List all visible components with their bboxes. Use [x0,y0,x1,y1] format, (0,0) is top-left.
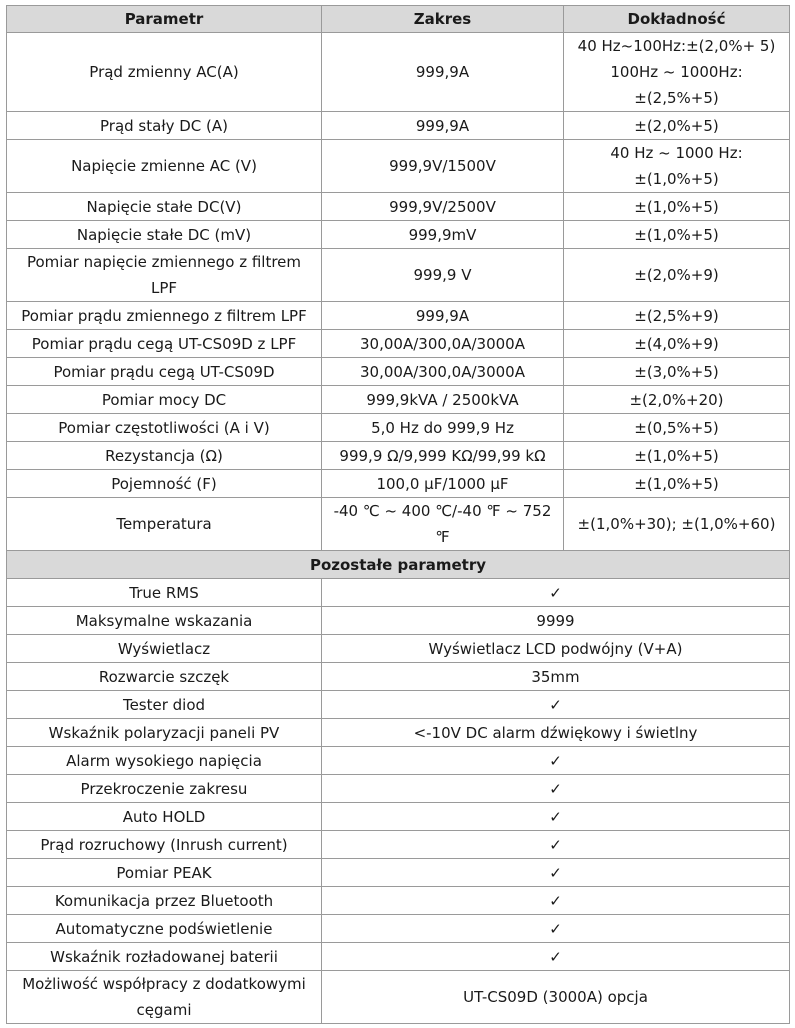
parameter-cell: Pomiar prądu cegą UT-CS09D z LPF [7,330,322,358]
range-cell: 999,9 V [322,249,564,302]
accuracy-cell [564,112,790,140]
cell-line: Pomiar napięcie zmiennego z filtrem [26,253,302,271]
table-row [7,358,790,386]
cell-line: ±(1,0%+5) [634,446,719,465]
other-parameters [7,551,790,1024]
cell-line: ±(1,0%+5) [634,474,719,493]
parameter-cell [7,971,322,1024]
table-row [7,442,790,470]
parameter-cell: Pomiar PEAK [7,859,322,887]
parameter-cell: True RMS [7,579,322,607]
value-cell: Wyświetlacz LCD podwójny (V+A) [322,635,790,663]
cell-line: ±(1,0%+5) [634,225,719,244]
section-header-row [7,551,790,579]
accuracy-cell [564,193,790,221]
cell-line: ±(1,0%+5) [634,170,719,188]
table-row [7,803,790,831]
cell-line: LPF [150,279,178,297]
header-dokladnosc: Dokładność [564,6,790,33]
range-cell: 999,9 Ω/9,999 KΩ/99,99 kΩ [322,442,564,470]
header-row [7,6,790,33]
header-parametr: Parametr [7,6,322,33]
table-row [7,915,790,943]
accuracy-cell [564,470,790,498]
accuracy-cell [564,330,790,358]
checkmark-icon: ✓ [322,691,790,719]
parameter-cell: Pojemność (F) [7,470,322,498]
value-cell: 9999 [322,607,790,635]
parameter-cell: Prąd zmienny AC(A) [7,33,322,112]
accuracy-cell [564,414,790,442]
parameter-cell: Pomiar prądu zmiennego z filtrem LPF [7,302,322,330]
checkmark-icon: ✓ [322,803,790,831]
accuracy-cell [564,33,790,112]
range-cell: 999,9A [322,302,564,330]
table-row [7,498,790,551]
parameter-cell: Prąd rozruchowy (Inrush current) [7,831,322,859]
table-row [7,607,790,635]
cell-line: Możliwość współpracy z dodatkowymi [22,975,306,993]
cell-line: 40 Hz~100Hz:±(2,0%+ 5) [577,37,776,55]
range-cell: 100,0 μF/1000 μF [322,470,564,498]
table-row [7,249,790,302]
parameter-cell: Maksymalne wskazania [7,607,322,635]
range-cell: 999,9A [322,33,564,112]
parameter-cell: Temperatura [7,498,322,551]
table-row [7,579,790,607]
accuracy-cell [564,442,790,470]
cell-line: ±(2,5%+5) [634,89,719,107]
parameter-cell: Wskaźnik polaryzacji paneli PV [7,719,322,747]
parameter-cell: Przekroczenie zakresu [7,775,322,803]
cell-line: ±(2,5%+9) [634,306,719,325]
cell-line: ±(2,0%+9) [634,266,719,284]
range-cell: 999,9mV [322,221,564,249]
accuracy-cell [564,358,790,386]
table-row [7,112,790,140]
checkmark-icon: ✓ [322,915,790,943]
cell-line: -40 ℃ ~ 400 ℃/-40 ℉ ~ 752 [333,502,552,520]
parameter-cell: Napięcie stałe DC (mV) [7,221,322,249]
accuracy-cell [564,249,790,302]
parameter-cell: Alarm wysokiego napięcia [7,747,322,775]
table-row [7,943,790,971]
table-row [7,386,790,414]
cell-line: 40 Hz ~ 1000 Hz: [610,144,743,162]
accuracy-cell [564,386,790,414]
parameter-cell: Wyświetlacz [7,635,322,663]
table-row [7,635,790,663]
cell-line: ±(0,5%+5) [634,418,719,437]
table-row [7,193,790,221]
parameter-cell: Napięcie zmienne AC (V) [7,140,322,193]
table-row [7,33,790,112]
cell-line: cęgami [136,1001,192,1019]
cell-line: ±(3,0%+5) [634,362,719,381]
range-cell: 999,9V/2500V [322,193,564,221]
table-row [7,887,790,915]
value-cell: 35mm [322,663,790,691]
cell-line: ±(2,0%+5) [634,116,719,135]
parameter-cell: Komunikacja przez Bluetooth [7,887,322,915]
range-cell: 5,0 Hz do 999,9 Hz [322,414,564,442]
table-row [7,719,790,747]
parameter-cell: Prąd stały DC (A) [7,112,322,140]
cell-line: ±(2,0%+20) [629,390,724,409]
parameter-cell: Automatyczne podświetlenie [7,915,322,943]
checkmark-icon: ✓ [322,887,790,915]
table-row [7,302,790,330]
checkmark-icon: ✓ [322,747,790,775]
parameter-cell: Tester diod [7,691,322,719]
table-row [7,859,790,887]
section-title: Pozostałe parametry [7,551,790,579]
cell-line: ℉ [435,528,450,546]
value-cell: <-10V DC alarm dźwiękowy i świetlny [322,719,790,747]
range-cell: 999,9V/1500V [322,140,564,193]
checkmark-icon: ✓ [322,943,790,971]
table-row [7,140,790,193]
table-row [7,747,790,775]
accuracy-cell [564,221,790,249]
checkmark-icon: ✓ [322,859,790,887]
accuracy-cell [564,140,790,193]
cell-line: 100Hz ~ 1000Hz: [610,63,743,81]
range-cell: 999,9kVA / 2500kVA [322,386,564,414]
cell-line: ±(1,0%+5) [634,197,719,216]
table-row [7,470,790,498]
cell-line: ±(1,0%+30); ±(1,0%+60) [577,515,776,533]
table-row [7,775,790,803]
parameter-cell: Pomiar częstotliwości (A i V) [7,414,322,442]
parameter-cell: Rozwarcie szczęk [7,663,322,691]
table-row [7,831,790,859]
range-cell: 30,00A/300,0A/3000A [322,330,564,358]
checkmark-icon: ✓ [322,579,790,607]
value-cell: UT-CS09D (3000A) opcja [322,971,790,1024]
parameter-cell: Auto HOLD [7,803,322,831]
checkmark-icon: ✓ [322,831,790,859]
table-row [7,221,790,249]
accuracy-cell [564,498,790,551]
parameter-cell: Rezystancja (Ω) [7,442,322,470]
checkmark-icon: ✓ [322,775,790,803]
range-cell: 999,9A [322,112,564,140]
table-row [7,691,790,719]
cell-line: ±(4,0%+9) [634,334,719,353]
table-row [7,414,790,442]
parameter-cell: Pomiar mocy DC [7,386,322,414]
table-row [7,663,790,691]
parameter-cell: Napięcie stałe DC(V) [7,193,322,221]
table-row [7,971,790,1024]
parameter-cell: Wskaźnik rozładowanej baterii [7,943,322,971]
table-row [7,330,790,358]
accuracy-cell [564,302,790,330]
range-cell: 30,00A/300,0A/3000A [322,358,564,386]
specifications-table [6,5,790,1024]
header-zakres: Zakres [322,6,564,33]
spec-rows [7,33,790,551]
range-cell [322,498,564,551]
parameter-cell: Pomiar prądu cegą UT-CS09D [7,358,322,386]
parameter-cell [7,249,322,302]
